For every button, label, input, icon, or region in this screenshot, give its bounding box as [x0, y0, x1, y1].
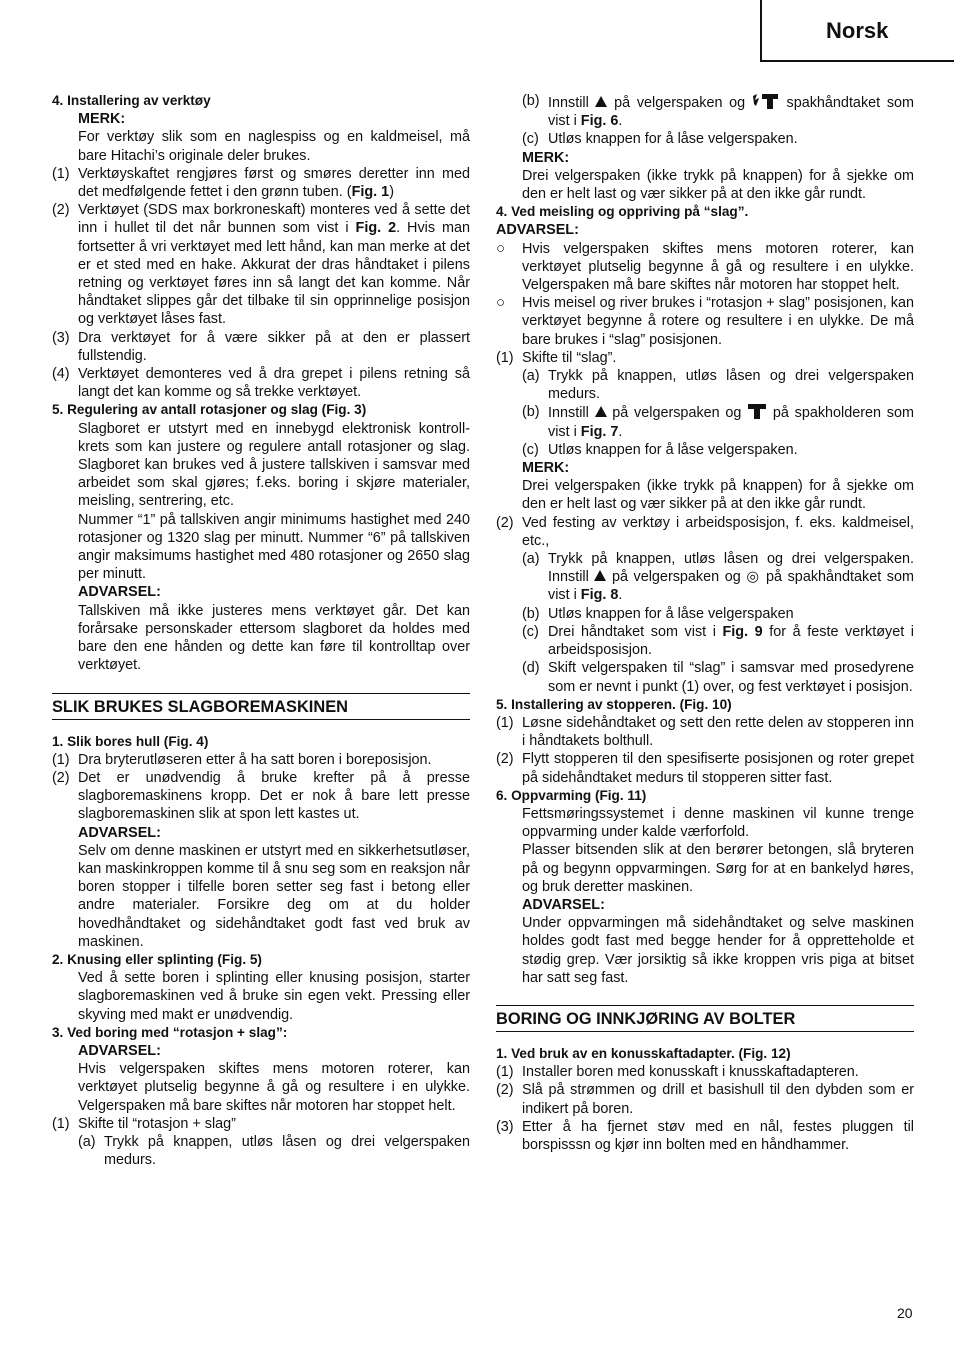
warning-text: Tallskiven må ikke justeres mens verktøyet går. Det kan forårsake personskader ettersom slagboret da holdes med bare den ene hånden og dette kan føre til kontrolltap over verktøyet. [78, 602, 470, 674]
list-item: (2) Ved festing av verktøy i arbeidsposisjon, f. eks. kaldmeisel, etc., [496, 514, 914, 549]
drill-hammer-icon [752, 92, 780, 110]
paragraph: Plasser bitsenden slik at den berører betongen, slå bryteren på og begynn oppvarmingen. Sørg for at en bankelyd høres, og bruk deretter maskinen. [522, 842, 914, 895]
right-column [496, 92, 914, 1154]
hammer-icon [747, 403, 767, 420]
list-item: (a) Trykk på knappen, utløs låsen og drei velgerspaken. Innstill på velgerspaken og ◎ på spakhåndtaket som vist i Fig. 8. [522, 551, 914, 604]
left-column [52, 92, 470, 1169]
warning-text: Hvis velgerspaken skiftes mens motoren roterer, kan verktøyet plutselig begynne å gå og resultere i en ulykke. Velgerspaken må bare skiftes når motoren har stoppet helt. [78, 1061, 470, 1114]
note-label: MERK: [522, 460, 570, 477]
note-label: MERK: [78, 111, 126, 128]
list-item: (1) Dra bryterutløseren etter å ha satt boren i boreposisjon. [52, 751, 432, 768]
list-item: (c) Utløs knappen for å låse velgerspaken. [522, 131, 798, 148]
list-item: (d) Skift velgerspaken til “slag” i samsvar med prosedyrene som er nevnt i punkt (1) over, og fest verktøyet i posisjon. [522, 660, 914, 695]
warning-label: ADVARSEL: [78, 824, 161, 841]
note-text: Drei velgerspaken (ikke trykk på knappen) for å sjekke om den er helt last og vær sikker på at den ikke går rundt. [522, 167, 914, 203]
list-item: (b) Innstill på velgerspaken og spakhåndtaket som vist i Fig. 6. [522, 93, 915, 130]
note-text: For verktøy slik som en naglespiss og en kaldmeisel, må bare Hitachi’s originale deler brukes. [78, 129, 470, 164]
note-text: Drei velgerspaken (ikke trykk på knappen) for å sjekke om den er helt last og vær sikker på at den ikke går rundt. [522, 478, 914, 513]
note-label: MERK: [522, 149, 570, 166]
stopper-heading: 5. Installering av stopperen. (Fig. 10) [496, 696, 732, 712]
page-number: 20 [897, 1305, 913, 1321]
list-item: (1) Skifte til “rotasjon + slag” [52, 1115, 236, 1132]
list-item: (2) Flytt stopperen til den spesifiserte posisjonen og roter grepet på sidehåndtaket medurs til stopperen sitter fast. [496, 751, 914, 786]
list-item: (1) Skifte til “slag”. [496, 349, 617, 366]
list-item: (a) Trykk på knappen, utløs låsen og drei velgerspaken medurs. [522, 368, 914, 403]
triangle-icon [595, 406, 607, 417]
warning-label: ADVARSEL: [78, 1042, 161, 1059]
list-item: (c) Utløs knappen for å låse velgerspaken. [522, 441, 798, 458]
list-item: (b) Innstill på velgerspaken og på spakholderen som vist i Fig. 7. [522, 404, 914, 440]
adapter-heading: 1. Ved bruk av en konusskaftadapter. (Fig. 12) [496, 1045, 791, 1061]
list-item: (c) Drei håndtaket som vist i Fig. 9 for å feste verktøyet i arbeidsposisjon. [522, 623, 914, 659]
list-item: (1) Løsne sidehåndtaket og sett den rette delen av stopperen inn i håndtakets bolthull. [496, 714, 914, 750]
warning-bullet: ○ Hvis meisel og river brukes i “rotasjon + slag” posisjonen, kan verktøyet begynne å rotere og resultere i en ulykke. De må bare brukes i “slag” posisjonen. [496, 294, 914, 348]
warning-text: Under oppvarmingen må sidehåndtaket og selve maskinen holdes godt fast med begge hender for å oppretteholde et stødig grep. Vær jorsiktig så ikke kroppen vris piga at bitset har satt seg fast. [522, 915, 914, 986]
list-item: (4) Verktøyet demonteres ved å dra grepet i pilens retning så langt det kan komme og så trekke verktøyet. [52, 366, 470, 401]
paragraph: Ved å sette boren i splinting eller knusing posisjon, starter slagboremaskinen ved å bruke sin egen vekt. Pressing eller skyving med makt er unødvendig. [78, 970, 470, 1023]
usage-1-heading: 1. Slik bores hull (Fig. 4) [52, 733, 209, 749]
section-heading-bolts: BORING OG INNKJØRING AV BOLTER [496, 1005, 914, 1032]
usage-3-heading: 3. Ved boring med “rotasjon + slag”: [52, 1024, 288, 1040]
list-item: (a) Trykk på knappen, utløs låsen og drei velgerspaken medurs. [78, 1133, 470, 1169]
warning-label: ADVARSEL: [522, 896, 605, 913]
section-heading-usage: SLIK BRUKES SLAGBOREMASKINEN [52, 693, 470, 720]
list-item: (1) Verktøyskaftet rengjøres først og smøres deretter inn med det medfølgende fettet i den grønn tuben. (Fig. 1) [52, 165, 470, 201]
list-item: (2) Verktøyet (SDS max borkroneskaft) monteres ved å sette det inn i hullet til det når bunnen som vist i Fig. 2. Hvis man fortsetter å vri verktøyet med lett hånd, kan man merke at det er et sted med en hake. Akkurat der dras håndtaket i pilens retning og verktøyet føres inn så langt det kan komme. Når håndtaket slippes går det tilbake til sin opprinnelige posisjon og verktøyet låses fast. [52, 202, 470, 328]
double-circle-icon: ◎ [746, 569, 761, 586]
warning-label: ADVARSEL: [78, 584, 161, 601]
list-item: (3) Dra verktøyet for å være sikker på at den er plassert fullstendig. [52, 329, 470, 364]
circle-bullet-icon: ○ [496, 239, 506, 257]
list-item: (1) Installer boren med konusskaft i knusskaftadapteren. [496, 1064, 859, 1081]
chisel-heading: 4. Ved meisling og oppriving på “slag”. [496, 204, 749, 220]
triangle-icon [594, 570, 606, 581]
section-5-heading: 5. Regulering av antall rotasjoner og slag (Fig. 3) [52, 402, 367, 418]
paragraph: Fettsmøringssystemet i denne maskinen vil kunne trenge oppvarming under kalde værforfold. [522, 805, 914, 841]
paragraph: Slagboret er utstyrt med en innebygd elektronisk kontroll-krets som kan justere og regulere antall rotasjoner og slag. Slagboret kan brukes ved å justere tallskiven i samsvar med arbeidet som skal gjøres; f.eks. boring i skjøre materialer, meisling, sentrering, etc. [78, 420, 470, 510]
list-item: (2) Det er unødvendig å bruke krefter på å presse slagboremaskinens kropp. Det er nok å bare lett presse slagboremaskinen slik at spon lett kastes ut. [52, 769, 470, 823]
warning-text: Selv om denne maskinen er utstyrt med en sikkerhetsutløser, kan maskinkroppen komme til å snu seg som en reaksjon når boren stopper i tilfelle boren setter seg fast i betong eller andre materialer. Forsikre deg om at du holder hovedhåndtaket og sidehåndtaket godt fast ved bruk av maskinen. [78, 842, 470, 950]
language-tab [760, 0, 954, 62]
list-item: (b) Utløs knappen for å låse velgerspaken [522, 605, 794, 622]
warning-label: ADVARSEL: [496, 222, 579, 239]
warning-bullet: ○ Hvis velgerspaken skiftes mens motoren roterer, kan verktøyet plutselig begynne å gå og resultere i en ulykke. Velgerspaken må bare skiftes når motoren har stoppet helt. [496, 239, 914, 294]
language-label: Norsk [826, 18, 889, 43]
triangle-icon [595, 96, 607, 107]
usage-2-heading: 2. Knusing eller splinting (Fig. 5) [52, 951, 262, 967]
list-item: (2) Slå på strømmen og drill et basishull til den dybden som er indikert på boren. [496, 1082, 914, 1117]
warmup-heading: 6. Oppvarming (Fig. 11) [496, 787, 647, 803]
list-item: (3) Etter å ha fjernet støv med en nål, festes pluggen til borspisssn og kjør inn bolten med en håndhammer. [496, 1118, 914, 1153]
circle-bullet-icon: ○ [496, 294, 506, 312]
paragraph: Nummer “1” på tallskiven angir minimums hastighet med 240 rotasjoner og 1320 slag per minutt. Nummer “6” på tallskiven angir maksimums hastighet med 480 rotasjoner og 2650 slag per minutt. [78, 511, 470, 583]
section-4-heading: 4. Installering av verktøy [52, 93, 211, 108]
